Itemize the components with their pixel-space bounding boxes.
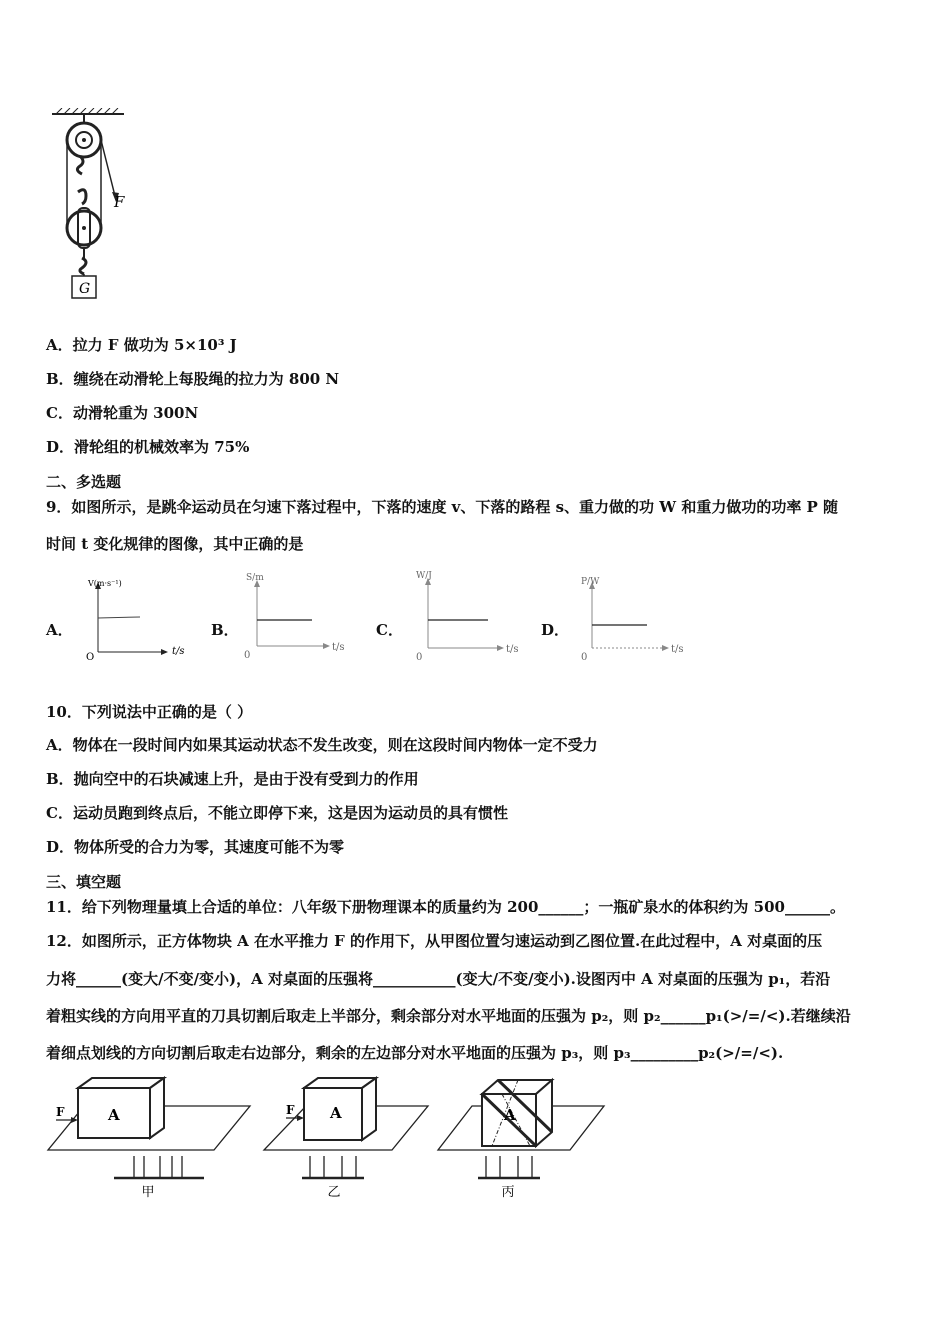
q12-line4: 着细点划线的方向切割后取走右边部分，剩余的左边部分对水平地面的压强为 p₃，则 p₃_________p₂(>/=/<). [46,1044,784,1062]
q9-graph-a-label: A． [46,621,73,639]
q8-option-a: A．拉力 F 做功为 5×10³ J [46,336,237,354]
q8-option-d: D．滑轮组的机械效率为 75% [46,438,250,456]
caption-yi: 乙 [327,1185,341,1200]
block-a-label-bing: A [504,1106,516,1124]
block-figure-jia [44,1076,254,1202]
q9-graph-a [82,574,192,664]
q9-graph-d [575,572,695,662]
q10-option-b: B．抛向空中的石块减速上升，是由于没有受到力的作用 [46,770,419,788]
q9-stem-line2: 时间 t 变化规律的图像，其中正确的是 [46,535,304,553]
caption-jia: 甲 [141,1185,155,1200]
q10-option-a: A．物体在一段时间内如果其运动状态不发生改变，则在这段时间内物体一定不受力 [46,736,598,754]
pulley-figure [44,108,144,308]
q8-option-c: C．动滑轮重为 300N [46,404,199,422]
force-label: F [114,193,125,211]
q10-option-d: D．物体所受的合力为零，其速度可能不为零 [46,838,345,856]
q12-line3: 着粗实线的方向用平直的刀具切割后取走上半部分，剩余部分对水平地面的压强为 p₂，则 p₂______p₁(>/=/<).若继续沿 [46,1007,851,1025]
q9-graph-b-origin: 0 [244,650,251,661]
block-figure-yi [262,1076,432,1202]
q9-graph-b-label: B． [211,621,239,639]
q10-stem: 10．下列说法中正确的是（ ） [46,703,253,721]
section-heading-fill-blank: 三、填空题 [46,873,122,891]
q9-graph-b-ylabel: S/m [246,573,264,583]
q9-stem-line1: 9．如图所示，是跳伞运动员在匀速下落过程中，下落的速度 v、下落的路程 s、重力做的功 W 和重力做功的功率 P 随 [46,498,839,516]
weight-label: G [79,281,91,297]
section-heading-multiple-choice: 二、多选题 [46,473,122,491]
force-label-yi: F [286,1103,295,1117]
block-figure-bing [434,1076,610,1202]
q8-option-b: B．缠绕在动滑轮上每股绳的拉力为 800 N [46,370,340,388]
q9-graph-a-ylabel: V(m·s⁻¹) [88,579,122,588]
q9-graph-c [410,566,530,662]
q9-graph-c-origin: 0 [416,652,423,662]
q9-graph-d-origin: 0 [581,652,588,662]
q9-graph-b [240,570,355,662]
caption-bing: 丙 [501,1185,515,1200]
q11-text: 11．给下列物理量填上合适的单位：八年级下册物理课本的质量约为 200______；一瓶矿泉水的体积约为 500______。 [46,898,845,916]
q9-graph-d-label: D． [541,621,570,639]
q9-graph-c-xlabel: t/s [506,644,519,655]
q9-graph-d-ylabel: P/W [581,577,600,587]
q9-graph-c-label: C． [376,621,403,639]
block-a-label-jia: A [108,1106,120,1124]
force-label-jia: F [56,1105,65,1119]
q9-graph-d-xlabel: t/s [671,644,684,655]
q9-graph-a-xlabel: t/s [172,646,185,657]
q12-line1: 12．如图所示，正方体物块 A 在水平推力 F 的作用下，从甲图位置匀速运动到乙图位置.在此过程中，A 对桌面的压 [46,932,823,950]
q10-option-c: C．运动员跑到终点后，不能立即停下来，这是因为运动员的具有惯性 [46,804,508,822]
q12-line2: 力将______(变大/不变/变小)，A 对桌面的压强将___________(变大/不变/变小).设图丙中 A 对桌面的压强为 p₁，若沿 [46,970,831,988]
block-a-label-yi: A [330,1104,342,1122]
q9-graph-c-ylabel: W/J [416,571,432,581]
q9-graph-b-xlabel: t/s [332,642,345,653]
q9-graph-a-origin: O [86,652,95,663]
